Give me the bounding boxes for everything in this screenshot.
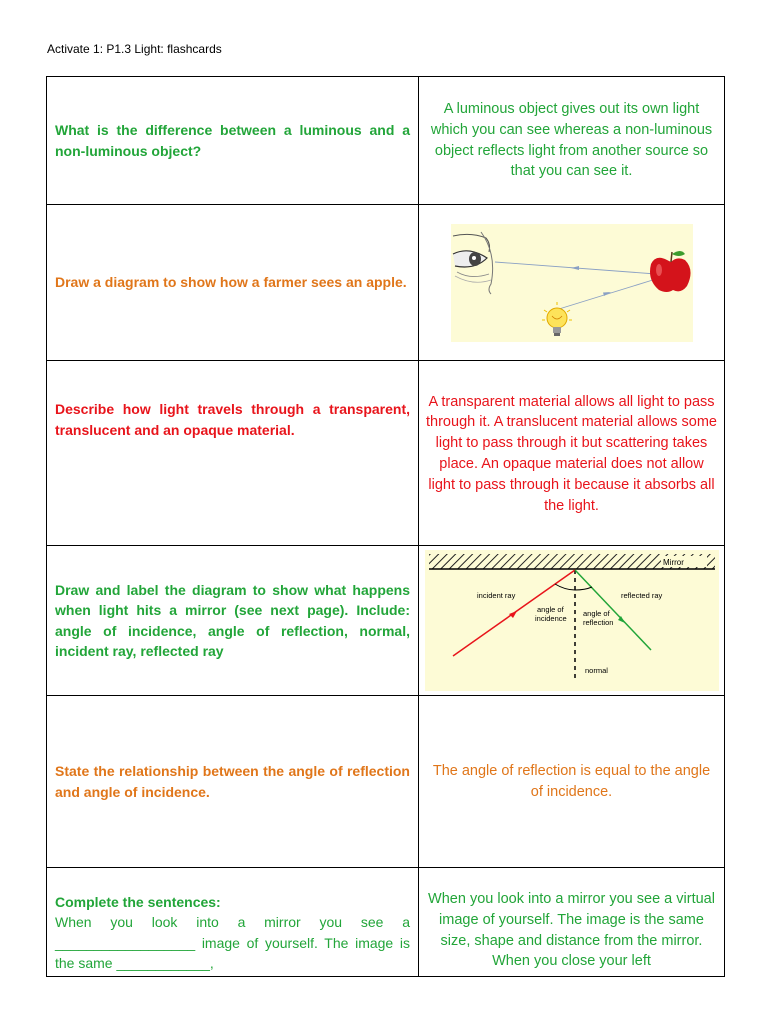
mirror-label: Mirror [662, 558, 684, 567]
question-text: Draw a diagram to show how a farmer sees an apple. [55, 274, 407, 291]
question-cell [47, 361, 419, 546]
question-cell [47, 77, 419, 205]
answer-cell [419, 205, 725, 361]
flashcard-row [47, 77, 725, 205]
question-cell [47, 868, 419, 977]
flashcard-table [46, 76, 725, 977]
answer-cell [419, 868, 725, 977]
question-block [47, 871, 418, 974]
eye-apple-lamp-diagram [451, 224, 693, 342]
flashcard-row [47, 205, 725, 361]
answer-text: When you look into a mirror you see a virtual image of yourself. The image is the same size, shape and distance from the mirror. When you close your left [428, 891, 715, 970]
question-cell [47, 546, 419, 696]
reflected-ray-label: reflected ray [620, 591, 662, 600]
answer-text: The angle of reflection is equal to the angle of incidence. [432, 762, 711, 800]
flashcard-row [47, 696, 725, 868]
answer-cell [419, 696, 725, 868]
angle-reflection-label-1: angle of [582, 609, 610, 618]
answer-cell [419, 361, 725, 546]
angle-incidence-label-2: incidence [534, 614, 567, 623]
answer-text: A luminous object gives out its own light which you can see whereas a non-luminous object reflects light from another source so that you can see it. [430, 100, 713, 180]
question-text: What is the difference between a luminous and a non-luminous object? [55, 122, 410, 159]
flashcard-row [47, 361, 725, 546]
question-lead: Complete the sentences: [55, 893, 221, 910]
question-text: State the relationship between the angle of reflection and angle of incidence. [55, 763, 410, 800]
answer-text: A transparent material allows all light to pass through it. A translucent material allows some light to pass through it but scattering takes place. An opaque material does not allow light to pass through it because it absorbs all the light. [426, 393, 717, 514]
document-title: Activate 1: P1.3 Light: flashcards [47, 42, 222, 56]
angle-incidence-label-1: angle of [536, 605, 564, 614]
question-cell [47, 696, 419, 868]
mirror-reflection-diagram [425, 550, 719, 691]
flashcard-row [47, 868, 725, 977]
incident-ray-label: incident ray [476, 591, 515, 600]
normal-label: normal [584, 666, 608, 675]
question-cell [47, 205, 419, 361]
flashcard-row [47, 546, 725, 696]
question-text: Describe how light travels through a transparent, translucent and an opaque material. [55, 401, 410, 438]
question-text: When you look into a mirror you see a __________________ image of yourself. The image is the same ____________, [55, 914, 410, 971]
angle-reflection-label-2: reflection [582, 618, 613, 627]
answer-cell [419, 546, 725, 696]
question-text: Draw and label the diagram to show what happens when light hits a mirror (see next page). Include: angle of incidence, angle of reflection, normal, incident ray, reflected ray [55, 581, 410, 659]
answer-cell [419, 77, 725, 205]
